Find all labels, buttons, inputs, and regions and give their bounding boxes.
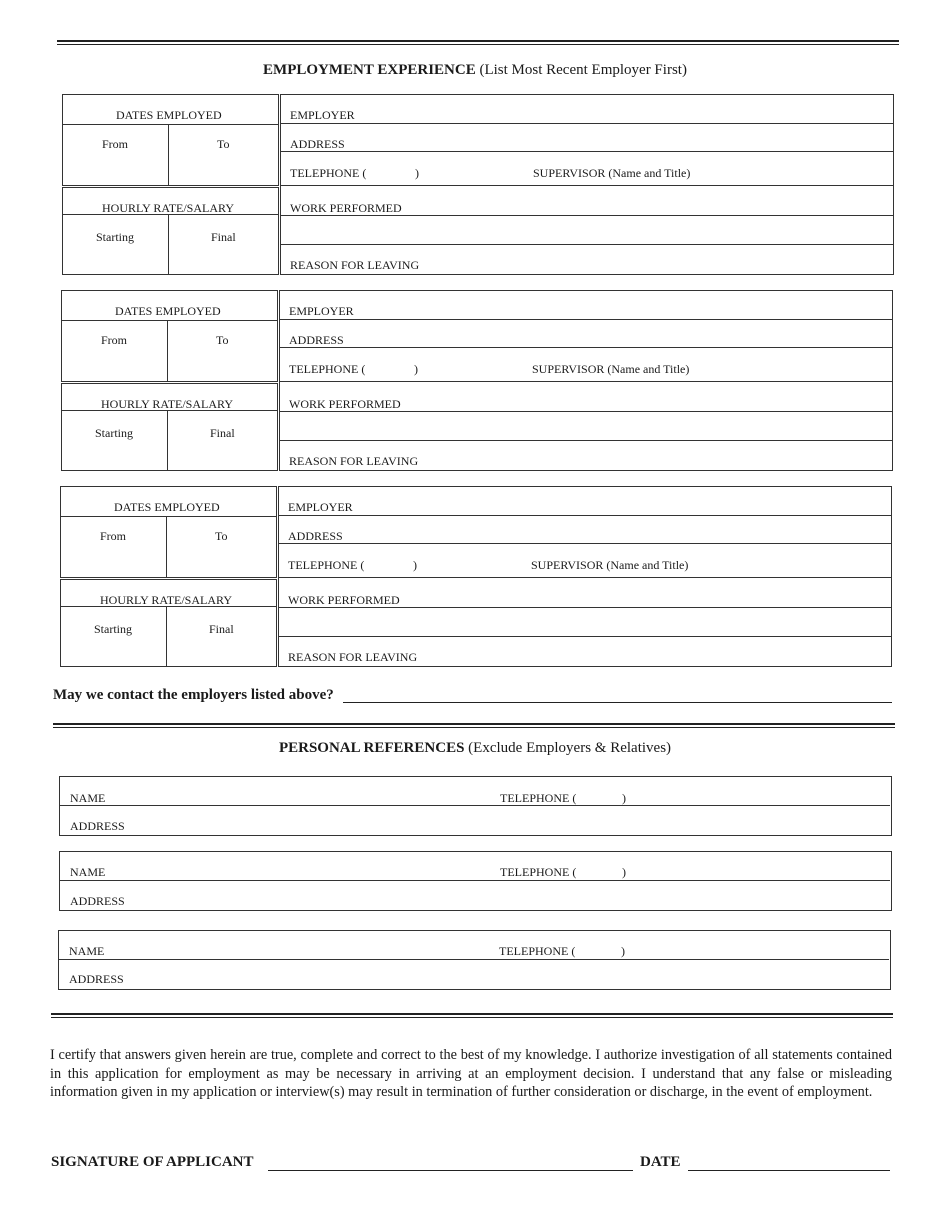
reference-telephone-label: TELEPHONE ( (500, 865, 577, 879)
reference-block-3 (58, 930, 891, 990)
certification-statement: I certify that answers given herein are true, complete and correct to the best of my knowledge. I authorize investigation of all statements contained in this application for employment as may be necessary in arriving at an employment decision. I understand that any false or misleading information given in my application or interview(s) may result in termination of further consideration or discharge, in the event of employment. (50, 1047, 892, 1100)
supervisor-label: SUPERVISOR (Name and Title) (531, 558, 689, 572)
to-label: To (215, 529, 228, 543)
telephone-close: ) (414, 362, 418, 376)
employer-block-1 (62, 94, 894, 275)
dates-employed-label: DATES EMPLOYED (116, 108, 222, 122)
supervisor-label: SUPERVISOR (Name and Title) (533, 166, 691, 180)
divider (60, 516, 277, 517)
divider (280, 185, 894, 186)
divider (278, 543, 892, 544)
dates-employed-label: DATES EMPLOYED (114, 500, 220, 514)
telephone-close: ) (415, 166, 419, 180)
work-performed-label: WORK PERFORMED (290, 201, 402, 215)
contact-employers-question: May we contact the employers listed above? (53, 687, 334, 703)
contact-employers-answer-line[interactable] (343, 702, 892, 703)
divider (167, 320, 168, 382)
date-label: DATE (640, 1154, 681, 1170)
divider (278, 515, 892, 516)
employment-title-note: (List Most Recent Employer First) (479, 62, 687, 78)
address-label: ADDRESS (288, 529, 343, 543)
starting-label: Starting (96, 230, 134, 244)
divider (278, 636, 892, 637)
reference-address-label: ADDRESS (69, 972, 124, 986)
reason-for-leaving-label: REASON FOR LEAVING (290, 258, 420, 272)
divider (280, 244, 894, 245)
to-label: To (217, 137, 230, 151)
hourly-rate-label: HOURLY RATE/SALARY (102, 201, 235, 215)
reference-block-2 (59, 851, 892, 911)
divider (280, 151, 894, 152)
divider (168, 124, 169, 186)
reference-telephone-close: ) (622, 791, 626, 805)
from-label: From (100, 529, 127, 543)
divider (60, 805, 890, 806)
divider (62, 124, 279, 125)
references-title-note: (Exclude Employers & Relatives) (468, 740, 672, 756)
signature-line[interactable] (268, 1170, 633, 1171)
supervisor-label: SUPERVISOR (Name and Title) (532, 362, 690, 376)
reference-telephone-label: TELEPHONE ( (500, 791, 577, 805)
divider (167, 410, 168, 471)
telephone-label: TELEPHONE ( (288, 558, 365, 572)
references-section-title (0, 740, 950, 757)
reference-telephone-close: ) (622, 865, 626, 879)
employer-label: EMPLOYER (290, 108, 355, 122)
signature-label: SIGNATURE OF APPLICANT (51, 1154, 254, 1170)
reference-name-label: NAME (70, 865, 106, 879)
references-divider (53, 723, 895, 728)
reference-name-label: NAME (70, 791, 106, 805)
to-label: To (216, 333, 229, 347)
divider (279, 381, 893, 382)
reference-telephone-close: ) (621, 944, 625, 958)
hourly-rate-label: HOURLY RATE/SALARY (100, 593, 233, 607)
telephone-close: ) (413, 558, 417, 572)
reference-address-label: ADDRESS (70, 819, 125, 833)
from-label: From (101, 333, 128, 347)
divider (278, 577, 892, 578)
dates-employed-label: DATES EMPLOYED (115, 304, 221, 318)
divider (166, 516, 167, 578)
divider (279, 347, 893, 348)
divider (60, 880, 890, 881)
starting-label: Starting (95, 426, 133, 440)
from-label: From (102, 137, 129, 151)
address-label: ADDRESS (290, 137, 345, 151)
final-label: Final (210, 426, 235, 440)
top-divider (57, 40, 899, 45)
references-title: PERSONAL REFERENCES (278, 740, 465, 756)
reference-address-label: ADDRESS (70, 894, 125, 908)
telephone-label: TELEPHONE ( (289, 362, 366, 376)
work-performed-label: WORK PERFORMED (289, 397, 401, 411)
divider (59, 959, 889, 960)
starting-label: Starting (94, 622, 132, 636)
divider (166, 606, 167, 667)
reference-block-1 (59, 776, 892, 836)
employment-title: EMPLOYMENT EXPERIENCE (263, 62, 476, 78)
employer-block-3 (60, 486, 892, 667)
divider (279, 440, 893, 441)
employer-label: EMPLOYER (289, 304, 354, 318)
reference-name-label: NAME (69, 944, 105, 958)
reference-telephone-label: TELEPHONE ( (499, 944, 576, 958)
employment-section-title (0, 62, 950, 79)
telephone-label: TELEPHONE ( (290, 166, 367, 180)
final-label: Final (211, 230, 236, 244)
final-label: Final (209, 622, 234, 636)
reason-for-leaving-label: REASON FOR LEAVING (289, 454, 419, 468)
hourly-rate-label: HOURLY RATE/SALARY (101, 397, 234, 411)
divider (61, 320, 278, 321)
work-performed-label: WORK PERFORMED (288, 593, 400, 607)
divider (280, 123, 894, 124)
reason-for-leaving-label: REASON FOR LEAVING (288, 650, 418, 664)
employer-label: EMPLOYER (288, 500, 353, 514)
employer-block-2 (61, 290, 893, 471)
divider (279, 319, 893, 320)
certification-divider (51, 1013, 893, 1018)
divider (168, 214, 169, 275)
date-line[interactable] (688, 1170, 890, 1171)
address-label: ADDRESS (289, 333, 344, 347)
